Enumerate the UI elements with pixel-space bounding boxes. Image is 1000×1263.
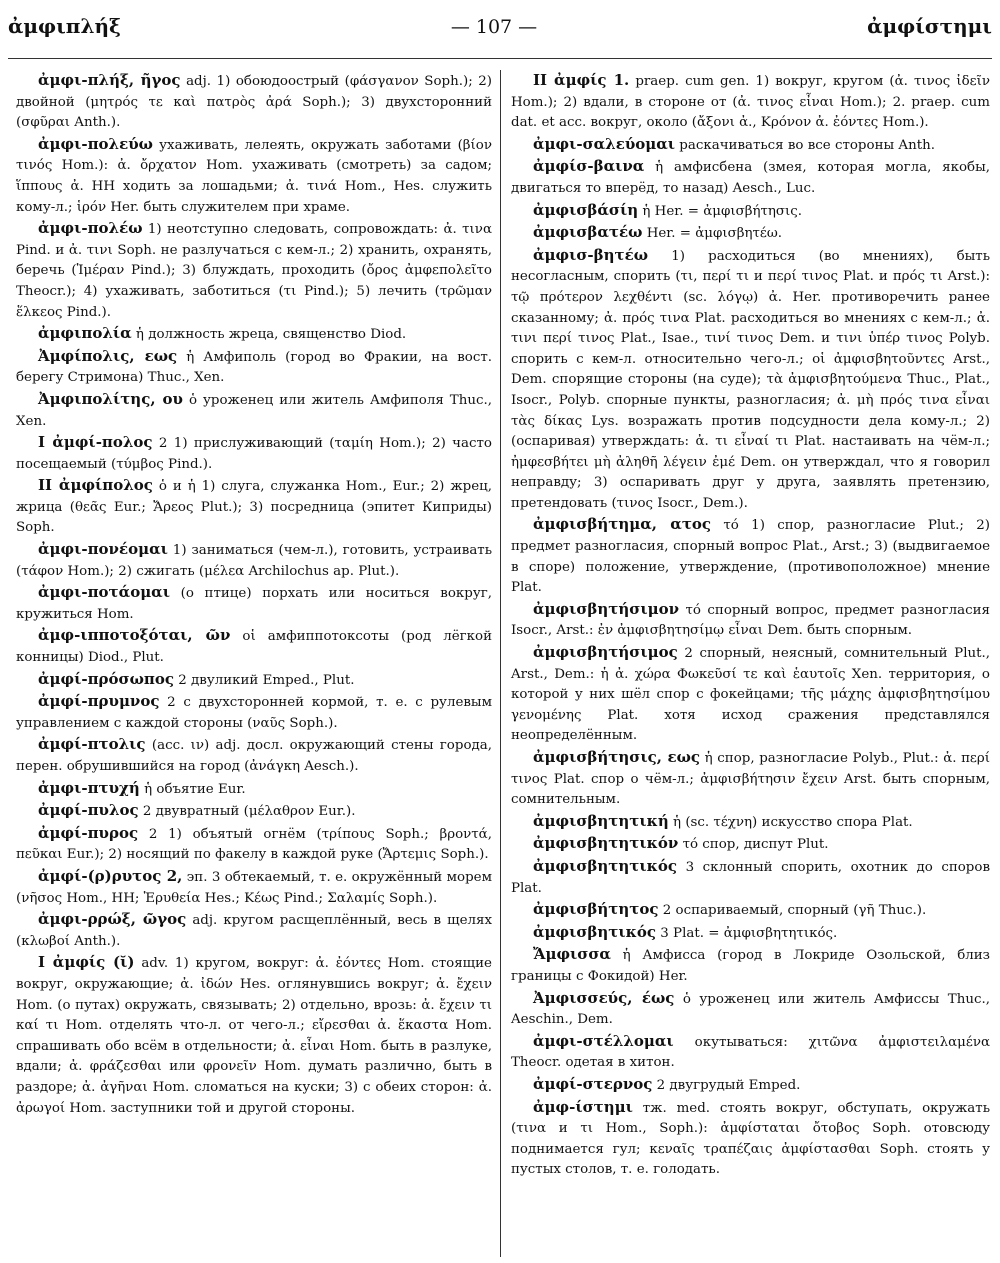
entry-definition: ἡ амфисбена (змея, которая могла, якобы, двигаться то вперёд, то назад) Aesch., Luc. [511,160,990,196]
entry-headword: ἀμφισβήτημα, ατος [533,515,712,534]
entry-headword: ἀμφισβάσίη [533,200,639,219]
entry-definition: ἡ Амфисса (город в Локриде Озольской, близ границы с Фокидой) Her. [511,948,990,984]
dictionary-entry [511,747,990,811]
entry-headword: ἀμφισβήτησις, εως [533,748,701,766]
entry-headword: ἀμφί-πτολις [38,735,146,754]
entry-headword: ἀμφιπολία [38,324,132,343]
entry-headword: II ἀμφίς 1. [533,71,630,89]
dictionary-entry [16,800,492,823]
entry-definition: 2 двувратный (μέλαθρον Eur.). [142,804,356,820]
entry-headword: ἀμφισβητήσιμον [533,599,679,618]
dictionary-entry [16,432,492,475]
entry-definition: ἡ Her. = ἀμφισβήτησις. [642,203,803,219]
dictionary-entry [511,988,990,1031]
dictionary-entry [16,475,492,539]
entry-headword: ἀμφί-(ρ)ρυτος 2, [38,866,183,885]
dictionary-entry [511,811,990,834]
entry-definition: (acc. ιν) adj. досл. окружающий стены города, перен. обрушившийся на город (ἀνάγκη Aesch.). [16,738,492,774]
dictionary-entry [511,156,990,199]
entry-definition: ὁ и ἡ 1) слуга, служанка Hom., Eur.; 2) жрец, жрица (θεᾶς Eur.; Ἄρεος Plut.); 3) посредница (эпитет Киприды) Soph. [16,479,493,536]
entry-definition: 3 склонный спорить, охотник до споров Plat. [511,859,990,896]
dictionary-entry [16,323,492,346]
entry-headword: I ἀμφί-πολος [38,433,153,452]
dictionary-entry [511,245,990,515]
left-column [16,70,500,1257]
dictionary-entry [511,1031,990,1074]
entry-definition: οἱ амфиппотоксоты (род лёгкой конницы) Diod., Plut. [16,629,492,666]
entry-definition: 2 с двухсторонней кормой, т. е. с рулевым управлением с каждой стороны (ναῦς Soph.). [16,695,492,731]
entry-definition: ἡ (sc. τέχνη) искусство спора Plat. [673,814,913,830]
entry-definition: τό 1) спор, разногласие Plut.; 2) предмет разногласия, спорный вопрос Plat., Arst.; 3) (выдвигаемое в споре) положение, утверждение, (противоположное) мнение Plat. [511,518,990,596]
entry-headword: ἀμφι-πονέομαι [38,540,168,559]
entry-headword: ἀμφί-πυρος [38,823,139,842]
entry-headword: ἀμφι-στέλλομαι [533,1031,674,1050]
dictionary-entry [16,734,492,777]
dictionary-entry [16,669,492,692]
entry-definition: adj. 1) обоюдоострый (φάσγανον Soph.); 2) двойной (μητρός τε καὶ πατρὸς ἀρά Soph.); 3) двухсторонний (σφῦραι Anth.). [16,74,492,131]
entry-headword: Ἀμφισσεύς, έως [533,988,675,1007]
dictionary-entry [511,222,990,245]
dictionary-entry [511,856,990,899]
entry-definition: ὁ уроженец или житель Амфиполя Thuc., Xen. [16,392,492,429]
dictionary-entry [511,944,990,987]
entry-headword: ἀμφισ-βητέω [533,245,648,264]
entry-definition: ἡ Амфиполь (город во Фракии, на вост. берегу Стримона) Thuc., Xen. [16,349,492,386]
entry-definition: adv. 1) кругом, вокруг: ἀ. ἐόντες Hom. стоящие вокруг, окружающие; ἀ. ἰδών Hes. оглянувшись вокруг; ἀ. ἔχειν Hom. (о путах) окружать, связывать; 2) отдельно, врозь: ἀ. ἔχειν τι καί τι Hom. отделять что-л. от чего-л.; εἴρεσθαι ἀ. ἕκαστα Hom. спрашивать обо всём в отдельности; ἀ. εἶναι Hom. быть в разлуке, вдали; ἀ. φράζεσθαι или φρονεῖν Hom. думать различно, быть в раздоре; ἀ. ἀγῆναι Hom. сломаться на куски; 3) с обеих сторон: ἀ. ἀρωγοί Hom. заступники той и другой стороны. [16,956,492,1116]
dictionary-entry [511,922,990,945]
dictionary-entry [16,778,492,801]
entry-definition: ἡ спор, разногласие Polyb., Plut.: ἀ. περί τινος Plat. спор о чём-л.; ἀμφισβήτησιν ἔχειν Arst. быть спорным, сомнительным. [511,751,990,808]
dictionary-entry [16,134,492,218]
dictionary-entry [16,218,492,323]
header-rule [8,58,992,59]
entry-headword: I ἀμφίς (ῐ) [38,953,135,972]
dictionary-entry [511,200,990,223]
dictionary-entry [16,691,492,734]
entry-definition: 1) расходиться (во мнениях), быть несогласным, спорить (τι, περί τι и περί τινος Plat. и πρός τι Arst.): τῷ πρότερον λεχθέντι (sc. λόγῳ) ἀ. Her. противоречить ранее сказанному; ἀ. πρός τινα Plat. расходиться во мнениях с кем-л.; ἀ. τινι περί τινος Plat., Isae., τινί τινος Dem. и τινι ὑπέρ τινος Polyb. спорить с кем-л. относительно чего-л.; οἱ ἀμφισβητοῦντες Arst., Dem. спорящие стороны (на суде); τὰ ἀμφισβητούμενα Thuc., Plat., Isocr., Polyb. спорные пункты, разногласия; ἀ. μὴ πρός τινα εἶναι τὰς δίκας Lys. возражать против подсудности дела кому-л.; 2) (оспаривая) утверждать: ἀ. τι εἶναί τι Plat. настаивать на чём-л.; ἠμφεσβήτει μὴ ἀληθῆ λέγειν ἐμέ Dem. он утверждал, что я говорил неправду; 3) оспаривать друг у друга, заявлять претензию, претендовать (τινος Isocr., Dem.). [511,248,990,511]
dictionary-entry [16,866,492,909]
entry-headword: Ἀμφιπολίτης, ου [38,389,183,408]
entry-definition: 1) заниматься (чем-л.), готовить, устраивать (τάφον Hom.); 2) сжигать (μέλεα Archilochus ap. Plut.). [16,543,492,579]
dictionary-entry [16,582,492,625]
entry-headword: ἀμφι-πολεύω [38,134,153,153]
dictionary-entry [16,70,492,134]
entry-headword: II ἀμφίπολος [38,476,153,495]
entry-headword: ἀμφισβητητικός [533,856,678,875]
entry-definition: ὁ уроженец или житель Амфиссы Thuc., Aeschin., Dem. [511,991,990,1028]
dictionary-entry [511,599,990,642]
entry-headword: ἀμφισβητικός [533,922,657,941]
dictionary-entry [16,823,492,866]
entry-headword: ἀμφ-ιπποτοξόται, ῶν [38,626,231,645]
entry-definition: ἡ объятие Eur. [144,781,246,797]
dictionary-entry [16,389,492,432]
entry-headword: ἀμφί-πυλος [38,801,139,820]
dictionary-entry [511,833,990,856]
entry-headword: ἀμφισβητητική [533,811,669,830]
entry-headword: ἀμφ-ίστημι [533,1097,633,1116]
columns [16,70,990,1257]
header-right-guideword: ἀμφίστημι [867,14,992,38]
entry-headword: ἀμφί-πρόσωπος [38,669,174,688]
dictionary-entry [16,625,492,668]
entry-headword: ἀμφισβητήσιμος [533,643,678,662]
entry-definition: 2 спорный, неясный, сомнительный Plut., Arst., Dem.: ἡ ἀ. χώρα Φωκεῦσί τε καὶ ἑαυτοῖς Xen. территория, о которой у них шёл спор с фокейцами; τῆς μάχης ἀμφισβητησίμου γενομένης Plat. хотя исход сражения представлялся неопределённым. [511,646,990,744]
entry-definition: окутываться: χιτῶνα ἀμφιστειλαμένα Theocr. одетая в хитон. [511,1034,990,1071]
dictionary-entry [511,1097,990,1181]
dictionary-entry [16,539,492,582]
right-column [500,70,990,1257]
dictionary-entry [511,642,990,747]
entry-definition: 2 1) объятый огнём (τρίπους Soph.; βροντά, πεῦκαι Eur.); 2) носящий по факелу в каждой руке (Ἄρτεμις Soph.). [16,826,492,863]
entry-headword: ἀμφί-στερνος [533,1074,653,1093]
entry-headword: ἀμφι-ποτάομαι [38,583,170,602]
entry-headword: ἀμφι-πτυχή [38,778,140,797]
entry-headword: ἀμφί-πρυμνος [38,692,160,711]
entry-definition: 2 1) прислуживающий (ταμίη Hom.); 2) часто посещаемый (τύμβος Pind.). [16,436,492,472]
entry-definition: ἡ должность жреца, священство Diod. [135,327,407,343]
entry-definition: 2 двуликий Emped., Plut. [178,672,355,688]
dictionary-entry [16,346,492,389]
entry-definition: 1) неотступно следовать, сопровождать: ἀ. τινα Pind. и ἀ. τινι Soph. не разлучаться с кем-л.; 2) хранить, охранять, беречь (Ἱμέραν Pind.); 3) блуждать, проходить (ὄρος ἀμφεπολεῖτο Theocr.); 4) ухаживать, заботиться (τι Pind.); 5) лечить (τρῶμαν ἕλκεος Pind.). [16,222,492,320]
entry-definition: τό спор, диспут Plut. [682,837,829,853]
entry-headword: ἀμφι-ρρώξ, ῶγος [38,910,187,929]
dictionary-entry [16,952,492,1119]
entry-definition: Her. = ἀμφισβητέω. [646,226,783,242]
entry-definition: 2 двугрудый Emped. [656,1077,801,1093]
entry-headword: ἀμφι-πολέω [38,219,143,238]
entry-headword: ἀμφι-πλήξ, ῆγος [38,71,181,89]
dictionary-entry [511,514,990,598]
header-left-guideword: ἀμφιπλήξ [8,14,121,38]
dictionary-entry [511,70,990,134]
entry-headword: Ἀμφίπολις, εως [38,346,178,365]
dictionary-entry [16,909,492,952]
entry-headword: ἀμφι-σαλεύομαι [533,134,676,153]
entry-definition: praep. cum gen. 1) вокруг, кругом (ἀ. τινος ἰδεῖν Hom.); 2) вдали, в стороне от (ἀ. τινος εἶναι Hom.); 2. praep. cum dat. et acc. вокруг, около (ἄξονι ἀ., Κρόνον ἀ. ἐόντες Hom.). [511,74,990,131]
dictionary-entry [511,134,990,157]
entry-definition: 2 оспариваемый, спорный (γῆ Thuc.). [662,903,927,919]
entry-headword: ἀμφισβατέω [533,223,643,242]
entry-headword: ἀμφισβήτητος [533,900,659,919]
entry-definition: раскачиваться во все стороны Anth. [679,137,935,153]
entry-headword: Ἄμφισσα [533,945,611,964]
dictionary-entry [511,1074,990,1097]
entry-definition: (о птице) порхать или носиться вокруг, кружиться Hom. [16,586,492,622]
dictionary-entry [511,899,990,922]
entry-definition: τό спорный вопрос, предмет разногласия Isocr., Arst.: ἐν ἀμφισβητησίμῳ εἶναι Dem. быть спорным. [511,602,990,639]
entry-definition: ухаживать, лелеять, окружать заботами (βίον τινός Hom.): ἀ. ὄρχατον Hom. ухаживать (смотреть) за садом; ἵππους ἀ. HH ходить за лошадьми; ἀ. τινά Hom., Hes. служить кому-л.; ἱρόν Her. быть служителем при храме. [16,137,492,215]
page-number: — 107 — [450,16,538,38]
page-header [8,14,992,48]
entry-definition: 3 Plat. = ἀμφισβητητικός. [660,925,838,941]
entry-headword: ἀμφίσ-βαινα [533,157,645,176]
entry-headword: ἀμφισβητητικόν [533,834,679,853]
entry-definition: эп. 3 обтекаемый, т. е. окружённый морем (νῆσος Hom., HH; Ἐρυθεία Hes.; Κέως Pind.; Σαλαμίς Soph.). [16,869,492,906]
entry-definition: adj. кругом расщеплённый, весь в щелях (κλωβοί Anth.). [16,913,492,949]
entry-definition: тж. med. стоять вокруг, обступать, окружать (τινα и τι Hom., Soph.): ἀμφίσταται ὄτοβος Soph. отовсюду поднимается гул; κεναῖς τραπέζαις ἀμφίστασθαι Soph. стоять у пустых столов, т. е. голодать. [511,1100,990,1178]
